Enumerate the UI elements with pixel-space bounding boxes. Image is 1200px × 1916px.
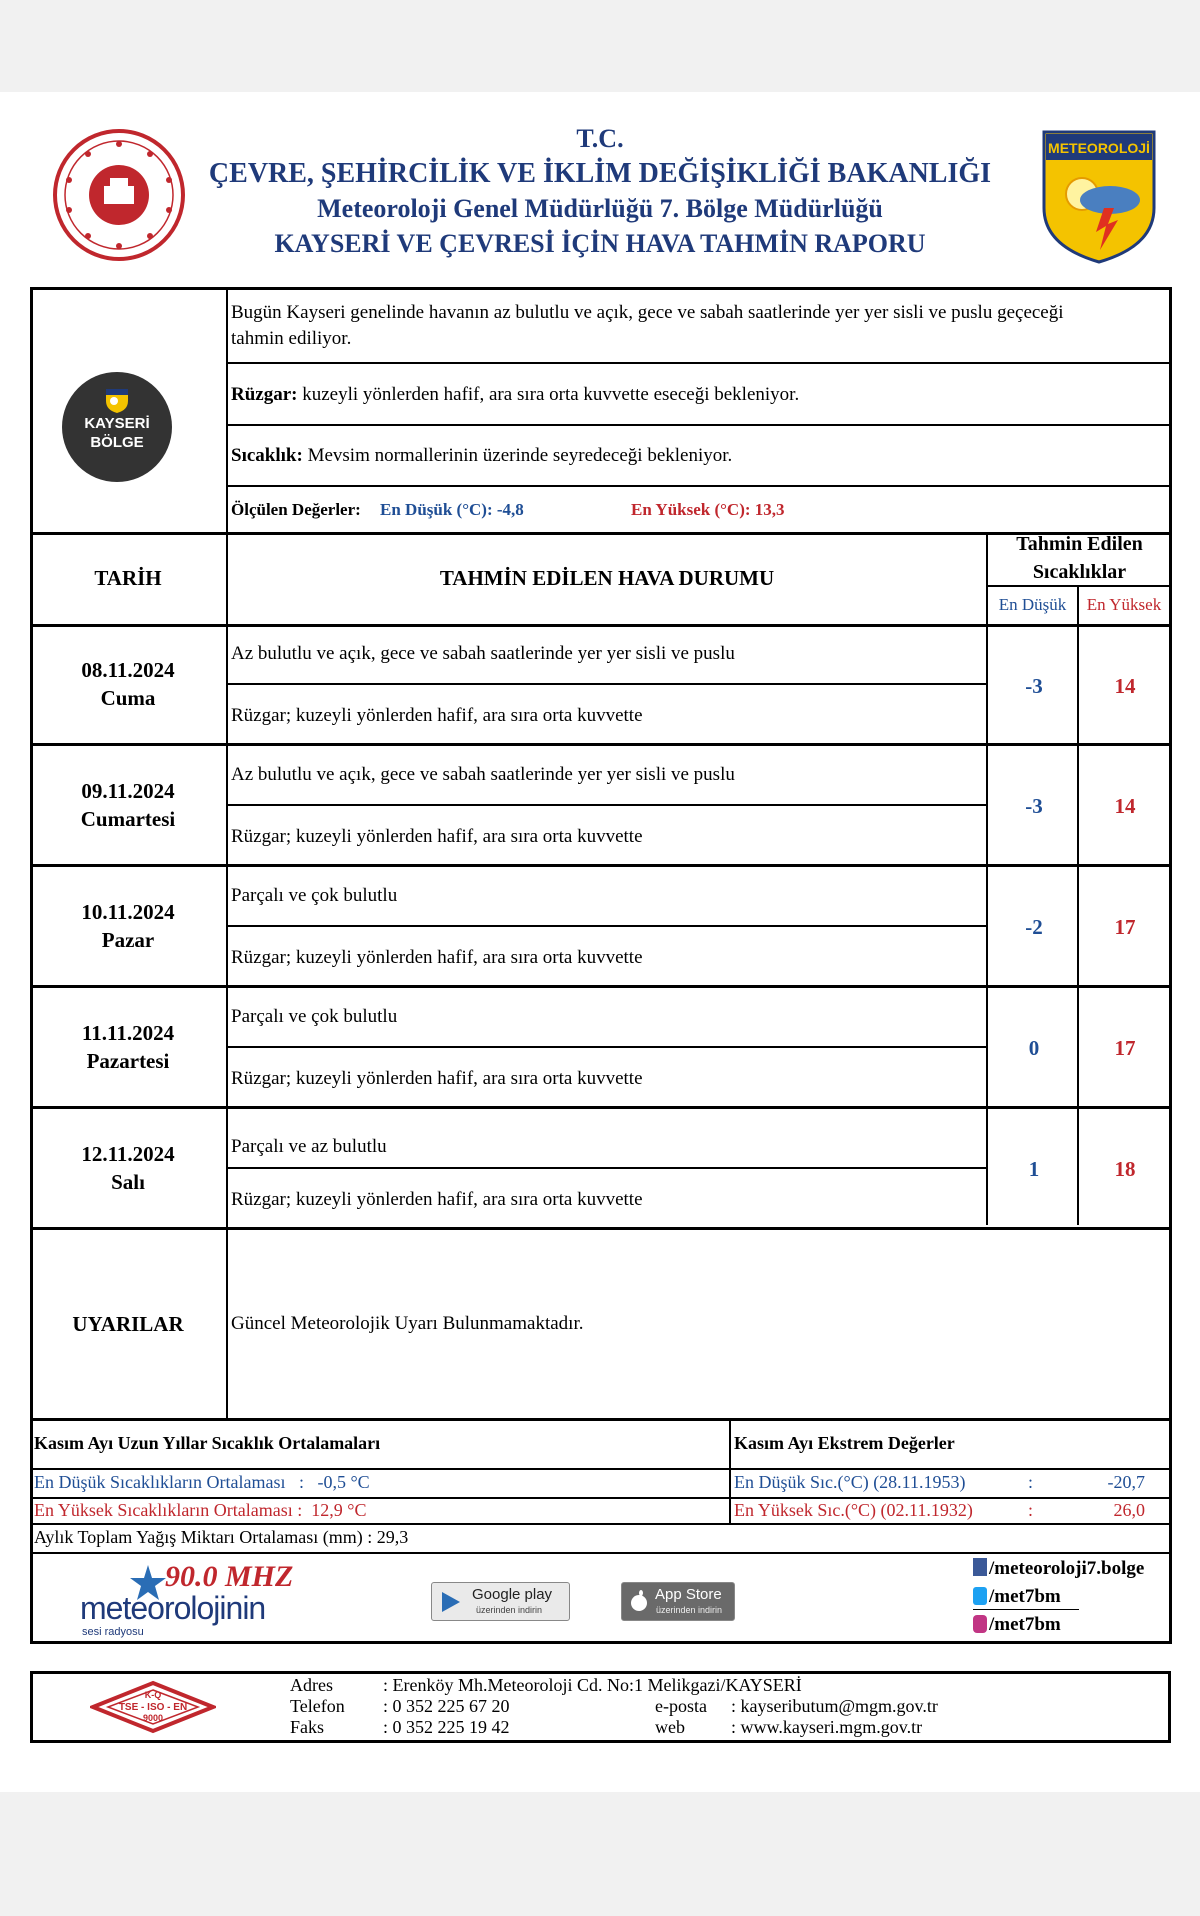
row-wind: Rüzgar; kuzeyli yönlerden hafif, ara sıra orta kuvvette: [231, 947, 643, 968]
date-column-divider: [226, 287, 228, 1419]
wind-text: kuzeyli yönlerden hafif, ara sıra orta kuvvette eseceği bekleniyor.: [302, 384, 800, 405]
badge-line1: KAYSERİ: [84, 415, 150, 432]
measured-max: En Yüksek (°C): 13,3: [631, 500, 785, 519]
apple-icon: [630, 1590, 648, 1612]
row-weather: Az bulutlu ve açık, gece ve sabah saatlerinde yer yer sisli ve puslu: [231, 643, 735, 664]
web-value[interactable]: : www.kayseri.mgm.gov.tr: [731, 1717, 923, 1737]
row-date: 12.11.2024: [81, 1142, 175, 1166]
temp-label: Sıcaklık:: [231, 445, 303, 466]
col-header-date: TARİH: [94, 566, 162, 590]
climate-ext-max-label: En Yüksek Sıc.(°C) (02.11.1932): [734, 1500, 973, 1520]
row-day: Salı: [111, 1170, 145, 1194]
row-line: [30, 864, 1171, 867]
address-label: Adres: [290, 1675, 333, 1695]
header-ministry: ÇEVRE, ŞEHİRCİLİK VE İKLİM DEĞİŞİKLİĞİ BAKANLIĞI: [208, 158, 992, 189]
row-wind: Rüzgar; kuzeyli yönlerden hafif, ara sıra orta kuvvette: [231, 826, 643, 847]
warnings-label: UYARILAR: [72, 1312, 184, 1336]
summary-general: Bugün Kayseri genelinde havanın az bulutlu ve açık, gece ve sabah saatlerinde yer yer sisli ve puslu geçeceği: [231, 302, 1064, 323]
row-inner-line: [226, 925, 987, 927]
address-value: : Erenköy Mh.Meteoroloji Cd. No:1 Melikgazi/KAYSERİ: [383, 1675, 802, 1695]
tse-cert-icon: [90, 1680, 216, 1734]
instagram-icon: [973, 1615, 987, 1633]
google-play-label: Google play: [472, 1586, 553, 1603]
climate-row-line: [30, 1497, 1171, 1499]
row-line: [30, 985, 1171, 988]
badge-logo-icon: [103, 386, 131, 414]
google-play-icon: [440, 1590, 462, 1614]
col-header-min: En Düşük: [998, 595, 1067, 614]
col-header-forecast: TAHMİN EDİLEN HAVA DURUMU: [439, 566, 775, 590]
summary-wind: [231, 384, 799, 406]
row-weather: Parçalı ve az bulutlu: [231, 1136, 387, 1157]
email-value[interactable]: : kayseributum@mgm.gov.tr: [731, 1696, 938, 1716]
cert-line1: K-Q: [144, 1690, 162, 1700]
social-underline: [973, 1609, 1079, 1610]
row-day: Pazartesi: [86, 1049, 170, 1073]
header-tc: T.C.: [576, 124, 624, 153]
row-inner-line: [226, 1167, 987, 1169]
warnings-bottom-line: [30, 1418, 1171, 1421]
facebook-icon: [973, 1558, 987, 1576]
table-header-bottom-line: [30, 624, 1171, 627]
row-wind: Rüzgar; kuzeyli yönlerden hafif, ara sıra orta kuvvette: [231, 1068, 643, 1089]
row-inner-line: [226, 1046, 987, 1048]
climate-avg-max: En Yüksek Sıcaklıkların Ortalaması : 12,9 °C: [34, 1500, 367, 1520]
page-title: KAYSERİ VE ÇEVRESİ İÇİN HAVA TAHMİN RAPORU: [274, 229, 926, 258]
climate-left-border: [30, 1418, 33, 1644]
table-border-right: [1169, 287, 1172, 1644]
row-inner-line: [226, 804, 987, 806]
row-date: 08.11.2024: [81, 658, 175, 682]
row-day: Cuma: [100, 686, 156, 710]
row-min: -3: [1025, 794, 1043, 818]
row-weather: Az bulutlu ve açık, gece ve sabah saatlerinde yer yer sisli ve puslu: [231, 764, 735, 785]
summary-divider: [226, 424, 1171, 426]
table-border-bottom: [30, 1641, 1171, 1644]
climate-ext-max-colon: :: [1028, 1500, 1034, 1520]
row-date: 10.11.2024: [81, 900, 175, 924]
measured-min: En Düşük (°C): -4,8: [380, 500, 524, 519]
col-header-max: En Yüksek: [1086, 595, 1162, 614]
radio-sub: sesi radyosu: [82, 1626, 144, 1638]
logo-text: METEOROLOJİ: [1048, 140, 1150, 156]
wind-label: Rüzgar:: [231, 384, 298, 405]
phone-label: Telefon: [290, 1696, 345, 1716]
app-store-button[interactable]: [621, 1582, 735, 1621]
row-wind: Rüzgar; kuzeyli yönlerden hafif, ara sıra orta kuvvette: [231, 705, 643, 726]
row-inner-line: [226, 683, 987, 685]
row-line: [30, 1227, 1171, 1230]
row-min: -2: [1025, 915, 1043, 939]
row-max: 17: [1114, 915, 1136, 939]
app-store-label: App Store: [655, 1586, 722, 1603]
climate-row-line: [30, 1552, 1171, 1554]
row-max: 18: [1114, 1157, 1136, 1181]
row-line: [30, 743, 1171, 746]
meteoroloji-logo-icon: [1040, 128, 1158, 266]
col-header-temps-line2: Sıcaklıklar: [1032, 561, 1127, 583]
row-weather: Parçalı ve çok bulutlu: [231, 885, 398, 906]
min-column-divider: [986, 532, 988, 1225]
row-day: Pazar: [101, 928, 155, 952]
row-min: 1: [1028, 1157, 1040, 1181]
temp-text: Mevsim normallerinin üzerinde seyredeceği bekleniyor.: [307, 445, 733, 466]
climate-ext-max-value: 26,0: [1113, 1500, 1145, 1520]
climate-right-title: Kasım Ayı Ekstrem Değerler: [734, 1433, 955, 1453]
radio-frequency: 90.0 MHZ: [165, 1560, 294, 1593]
row-max: 14: [1114, 794, 1136, 818]
climate-left-title: Kasım Ayı Uzun Yıllar Sıcaklık Ortalamaları: [34, 1433, 381, 1453]
row-day: Cumartesi: [80, 807, 176, 831]
row-weather: Parçalı ve çok bulutlu: [231, 1006, 398, 1027]
row-min: 0: [1028, 1036, 1040, 1060]
climate-ext-min-colon: :: [1028, 1472, 1034, 1492]
row-max: 14: [1114, 674, 1136, 698]
badge-line2: BÖLGE: [90, 434, 144, 451]
summary-divider: [226, 362, 1171, 364]
row-line: [30, 1106, 1171, 1109]
col-header-temps-line1: Tahmin Edilen: [1016, 533, 1143, 555]
climate-column-divider: [729, 1418, 731, 1524]
cert-line2: TSE - ISO - EN: [118, 1702, 188, 1713]
climate-title-line: [30, 1468, 1171, 1470]
cert-line3: 9000: [142, 1713, 164, 1723]
row-date: 09.11.2024: [81, 779, 175, 803]
facebook-link[interactable]: /meteoroloji7.bolge: [989, 1558, 1145, 1579]
row-wind: Rüzgar; kuzeyli yönlerden hafif, ara sıra orta kuvvette: [231, 1189, 643, 1210]
row-max: 17: [1114, 1036, 1136, 1060]
twitter-icon: [973, 1587, 987, 1605]
climate-avg-min: En Düşük Sıcaklıkların Ortalaması : -0,5 °C: [34, 1472, 370, 1492]
summary-general-cont: tahmin ediliyor.: [231, 328, 352, 349]
climate-row-line: [30, 1523, 1171, 1525]
radio-name: meteorolojinin: [80, 1590, 266, 1626]
row-date: 11.11.2024: [81, 1021, 175, 1045]
summary-divider: [226, 485, 1171, 487]
header-directorate: Meteoroloji Genel Müdürlüğü 7. Bölge Müdürlüğü: [317, 194, 883, 223]
instagram-link[interactable]: /met7bm: [989, 1614, 1061, 1635]
google-play-button[interactable]: [431, 1582, 570, 1621]
twitter-link[interactable]: /met7bm: [989, 1586, 1061, 1607]
table-border-top: [30, 287, 1171, 290]
fax-label: Faks: [290, 1717, 325, 1737]
google-play-sub: üzerinden indirin: [476, 1605, 543, 1615]
row-min: -3: [1025, 674, 1043, 698]
measured-label: Ölçülen Değerler:: [231, 500, 361, 519]
table-border-left: [30, 287, 33, 1421]
climate-ext-min-value: -20,7: [1107, 1472, 1145, 1492]
fax-value: : 0 352 225 19 42: [383, 1717, 510, 1737]
ministry-seal-icon: [40, 128, 198, 263]
web-label: web: [655, 1717, 685, 1737]
climate-rain: Aylık Toplam Yağış Miktarı Ortalaması (mm) : 29,3: [34, 1527, 409, 1547]
phone-value: : 0 352 225 67 20: [383, 1696, 510, 1716]
app-store-sub: üzerinden indirin: [656, 1605, 723, 1615]
temps-subheader-line: [986, 585, 1171, 587]
climate-ext-min-label: En Düşük Sıc.(°C) (28.11.1953): [734, 1472, 966, 1492]
summary-temp: [231, 445, 732, 467]
warnings-text: Güncel Meteorolojik Uyarı Bulunmamaktadır.: [231, 1313, 584, 1334]
email-label: e-posta: [655, 1696, 707, 1716]
